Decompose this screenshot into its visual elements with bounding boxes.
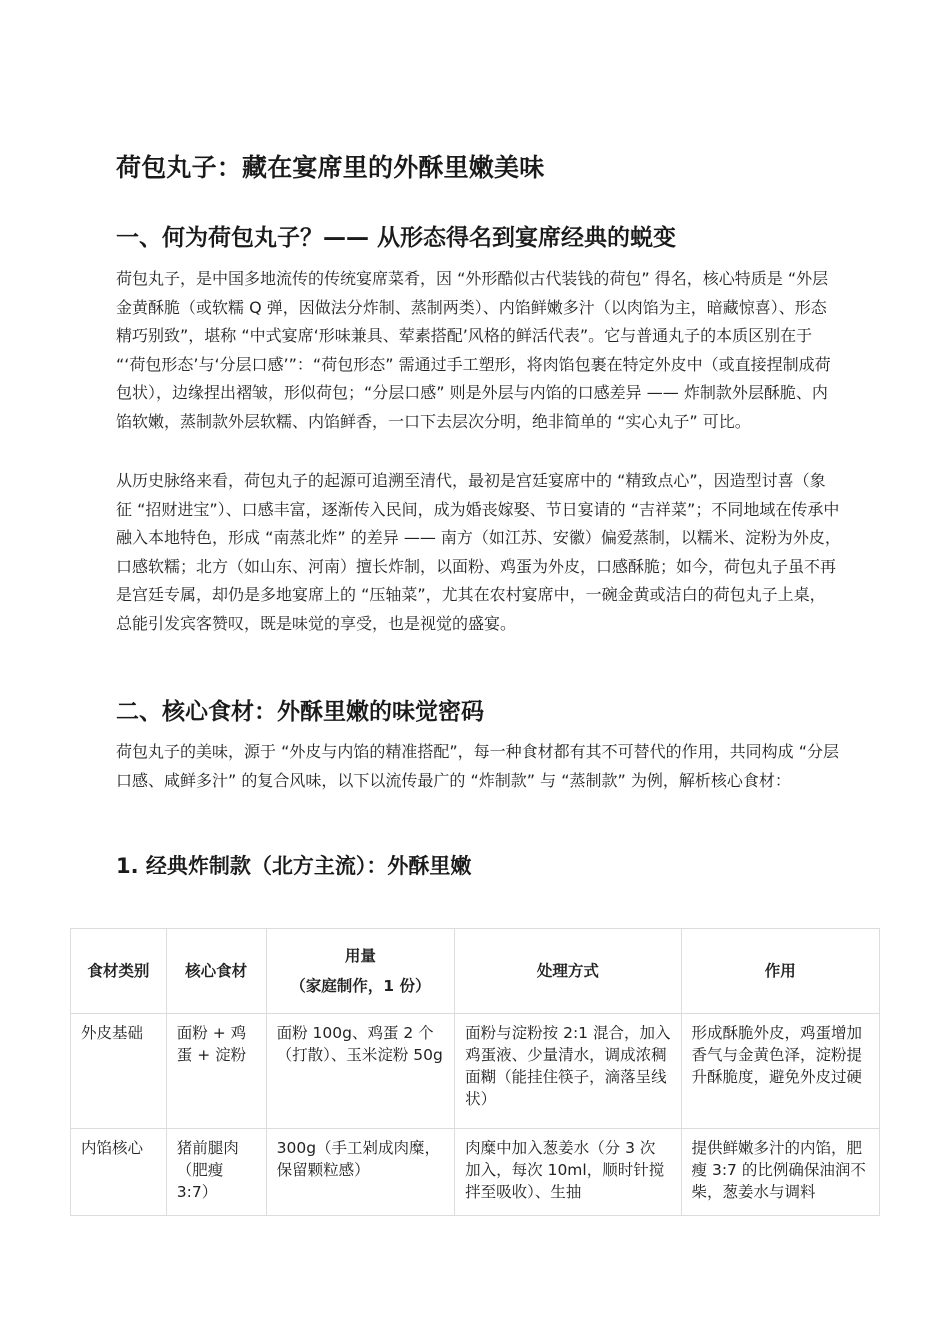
section-1-paragraph-1: 荷包丸子，是中国多地流传的传统宴席菜肴，因 “外形酷似古代装钱的荷包” 得名，核心特质是 “外层金黄酥脆（或软糯 Q 弹，因做法分炸制、蒸制两类）、内馅鲜嫩多汁（以肉馅为主，暗藏惊喜）、形态精巧别致”，堪称 “中式宴席‘形味兼具、荤素搭配’风格的鲜活代表”。它与普通丸子的本质区别在于 “‘荷包形态’与‘分层口感’”：“荷包形态” 需通过手工塑形，将肉馅包裹在特定外皮中（或直接捏制成荷包状），边缘捏出褶皱，形似荷包；“分层口感” 则是外层与内馅的口感差异 —— 炸制款外层酥脆、内馅软嫩，蒸制款外层软糯、内馅鲜香，一口下去层次分明，绝非简单的 “实心丸子” 可比。 bbox=[116, 269, 831, 431]
cell-ingredient: 猪前腿肉（肥瘦 3:7） bbox=[166, 1129, 266, 1216]
section-1-heading: 一、何为荷包丸子？—— 从形态得名到宴席经典的蜕变 bbox=[116, 225, 677, 251]
table-row bbox=[71, 1129, 880, 1216]
header-ingredient: 核心食材 bbox=[166, 929, 266, 1014]
cell-amount: 面粉 100g、鸡蛋 2 个（打散）、玉米淀粉 50g bbox=[266, 1014, 455, 1129]
section-2-paragraph: 荷包丸子的美味，源于 “外皮与内馅的精准搭配”，每一种食材都有其不可替代的作用，共同构成 “分层口感、咸鲜多汁” 的复合风味，以下以流传最广的 “炸制款” 与 “蒸制款” 为例，解析核心食材： bbox=[116, 742, 840, 790]
document-title: 荷包丸子：藏在宴席里的外酥里嫩美味 bbox=[116, 153, 545, 182]
cell-effect: 形成酥脆外皮，鸡蛋增加香气与金黄色泽，淀粉提升酥脆度，避免外皮过硬 bbox=[681, 1014, 879, 1129]
header-amount bbox=[266, 929, 455, 1014]
section-1-paragraph-2: 从历史脉络来看，荷包丸子的起源可追溯至清代，最初是宫廷宴席中的 “精致点心”，因造型讨喜（象征 “招财进宝”）、口感丰富，逐渐传入民间，成为婚丧嫁娶、节日宴请的 “吉祥菜”；不同地域在传承中融入本地特色，形成 “南蒸北炸” 的差异 —— 南方（如江苏、安徽）偏爱蒸制，以糯米、淀粉为外皮，口感软糯；北方（如山东、河南）擅长炸制，以面粉、鸡蛋为外皮，口感酥脆；如今，荷包丸子虽不再是宫廷专属，却仍是多地宴席上的 “压轴菜”，尤其在农村宴席中，一碗金黄或洁白的荷包丸子上桌，总能引发宾客赞叹，既是味觉的享受，也是视觉的盛宴。 bbox=[116, 471, 841, 633]
cell-category: 内馅核心 bbox=[71, 1129, 167, 1216]
header-amount-line-1: 用量 bbox=[344, 947, 376, 965]
cell-ingredient: 面粉 + 鸡蛋 + 淀粉 bbox=[166, 1014, 266, 1129]
header-method: 处理方式 bbox=[455, 929, 681, 1014]
subsection-fried-heading: 1. 经典炸制款（北方主流）：外酥里嫩 bbox=[116, 854, 472, 878]
cell-method: 面粉与淀粉按 2:1 混合，加入鸡蛋液、少量清水，调成浓稠面糊（能挂住筷子，滴落呈线状） bbox=[455, 1014, 681, 1129]
table-row bbox=[71, 1014, 880, 1129]
header-amount-line-2: （家庭制作，1 份） bbox=[290, 977, 431, 995]
cell-method: 肉糜中加入葱姜水（分 3 次加入，每次 10ml，顺时针搅拌至吸收）、生抽 bbox=[455, 1129, 681, 1216]
header-effect: 作用 bbox=[681, 929, 879, 1014]
section-2-heading: 二、核心食材：外酥里嫩的味觉密码 bbox=[116, 699, 484, 725]
ingredients-table bbox=[70, 928, 880, 1216]
cell-amount: 300g（手工剁成肉糜，保留颗粒感） bbox=[266, 1129, 455, 1216]
cell-category: 外皮基础 bbox=[71, 1014, 167, 1129]
table-header-row bbox=[71, 929, 880, 1014]
cell-effect: 提供鲜嫩多汁的内馅，肥瘦 3:7 的比例确保油润不柴，葱姜水与调料 bbox=[681, 1129, 879, 1216]
header-category: 食材类别 bbox=[71, 929, 167, 1014]
